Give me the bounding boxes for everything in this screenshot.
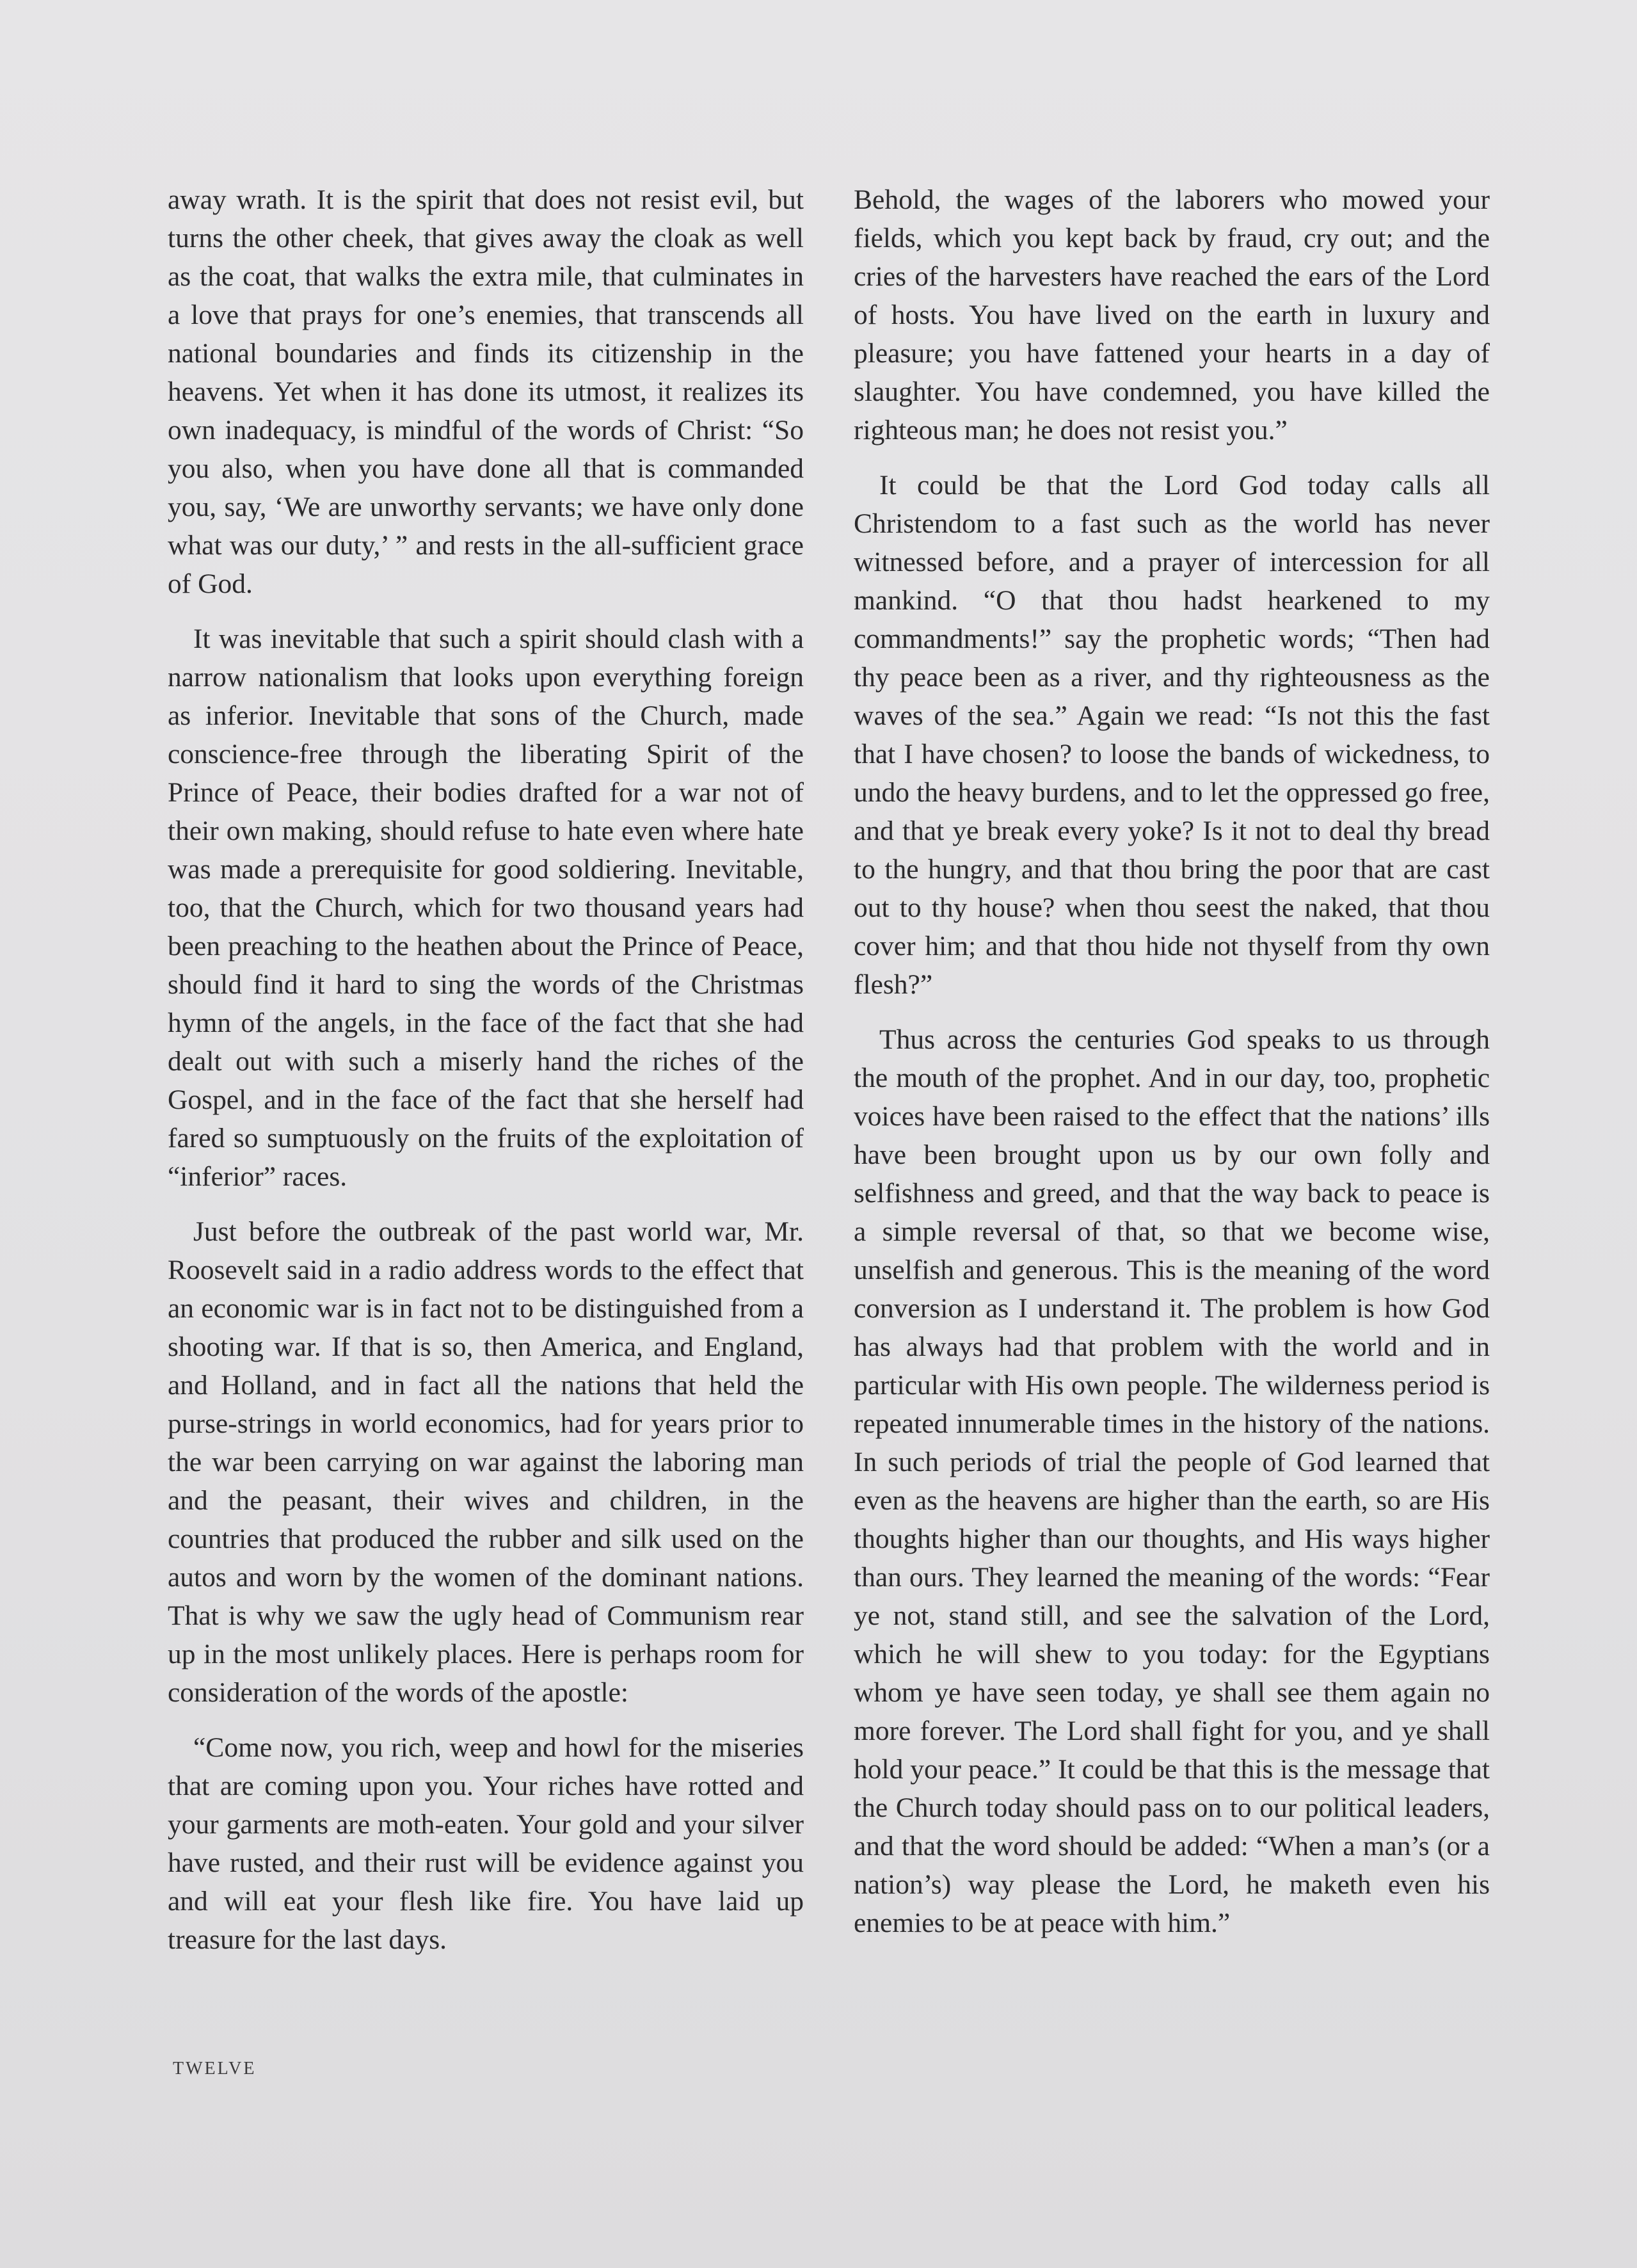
paragraph: Just before the outbreak of the past world war, Mr. Roosevelt said in a radio address words to the effect that an economic war is in fact not to be distinguished from a shooting war. If that is so, then America, and England, and Holland, and in fact all the nations that held the purse-strings in world economics, had for years prior to the war been carrying on war against the laboring man and the peasant, their wives and children, in the countries that produced the rubber and silk used on the autos and worn by the women of the dominant nations. That is why we saw the ugly head of Communism rear up in the most unlikely places. Here is perhaps room for consideration of the words of the apostle: (168, 1216, 804, 1708)
paragraph: away wrath. It is the spirit that does not resist evil, but turns the other cheek, that gives away the cloak as well as the coat, that walks the extra mile, that culminates in a love that prays for one’s enemies, that transcends all national boundaries and finds its citizenship in the heavens. Yet when it has done its utmost, it realizes its own inadequacy, is mindful of the words of Christ: “So you also, when you have done all that is commanded you, say, ‘We are unworthy servants; we have only done what was our duty,’ ” and rests in the all-sufficient grace of God. (168, 184, 804, 599)
paragraph: It was inevitable that such a spirit should clash with a narrow nationalism that looks upon everything foreign as inferior. Inevitable that sons of the Church, made conscience-free through the liberating Spirit of the Prince of Peace, their bodies drafted for a war not of their own making, should refuse to hate even where hate was made a prerequisite for good soldiering. Inevitable, too, that the Church, which for two thousand years had been preaching to the heathen about the Prince of Peace, should find it hard to sing the words of the Christmas hymn of the angels, in the face of the fact that she had dealt out with such a miserly hand the riches of the Gospel, and in the face of the fact that she herself had fared so sumptuously on the fruits of the exploitation of “inferior” races. (168, 623, 804, 1192)
paragraph: It could be that the Lord God today calls all Christendom to a fast such as the world has never witnessed before, and a prayer of intercession for all mankind. “O that thou hadst hearkened to my commandments!” say the prophetic words; “Then had thy peace been as a river, and thy righteousness as the waves of the sea.” Again we read: “Is not this the fast that I have chosen? to loose the bands of wickedness, to undo the heavy burdens, and to let the oppressed go free, and that ye break every yoke? Is it not to deal thy bread to the hungry, and that thou bring the poor that are cast out to thy house? when thou seest the naked, that thou cover him; and that thou hide not thyself from thy own flesh?” (854, 470, 1490, 1000)
paragraph: “Come now, you rich, weep and howl for the miseries that are coming upon you. Your riches have rotted and your garments are moth-eaten. Your gold and your silver have rusted, and their rust will be evidence against you and will eat your flesh like fire. You have laid up treasure for the last days. (168, 1732, 804, 1955)
left-column (168, 181, 804, 1975)
paragraph: Thus across the centuries God speaks to us through the mouth of the prophet. And in our day, too, prophetic voices have been raised to the effect that the nations’ ills have been brought upon us by our own folly and selfishness and greed, and that the way back to peace is a simple reversal of that, so that we become wise, unselfish and generous. This is the meaning of the word conversion as I understand it. The problem is how God has always had that problem with the world and in particular with His own people. The wilderness period is repeated innumerable times in the history of the nations. In such periods of trial the people of God learned that even as the heavens are higher than the earth, so are His thoughts higher than our thoughts, and His ways higher than ours. They learned the meaning of the words: “Fear ye not, stand still, and see the salvation of the Lord, which he will shew to you today: for the Egyptians whom ye have seen today, ye shall see them again no more forever. The Lord shall fight for you, and ye shall hold your peace.” It could be that this is the message that the Church today should pass on to our political leaders, and that the word should be added: “When a man’s (or a nation’s) way please the Lord, he maketh even his enemies to be at peace with him.” (854, 1024, 1490, 1938)
paragraph: Behold, the wages of the laborers who mowed your fields, which you kept back by fraud, cry out; and the cries of the harvesters have reached the ears of the Lord of hosts. You have lived on the earth in luxury and pleasure; you have fattened your hearts in a day of slaughter. You have condemned, you have killed the righteous man; he does not resist you.” (854, 184, 1490, 446)
right-column (854, 181, 1490, 1959)
page-number: TWELVE (173, 2059, 257, 2079)
